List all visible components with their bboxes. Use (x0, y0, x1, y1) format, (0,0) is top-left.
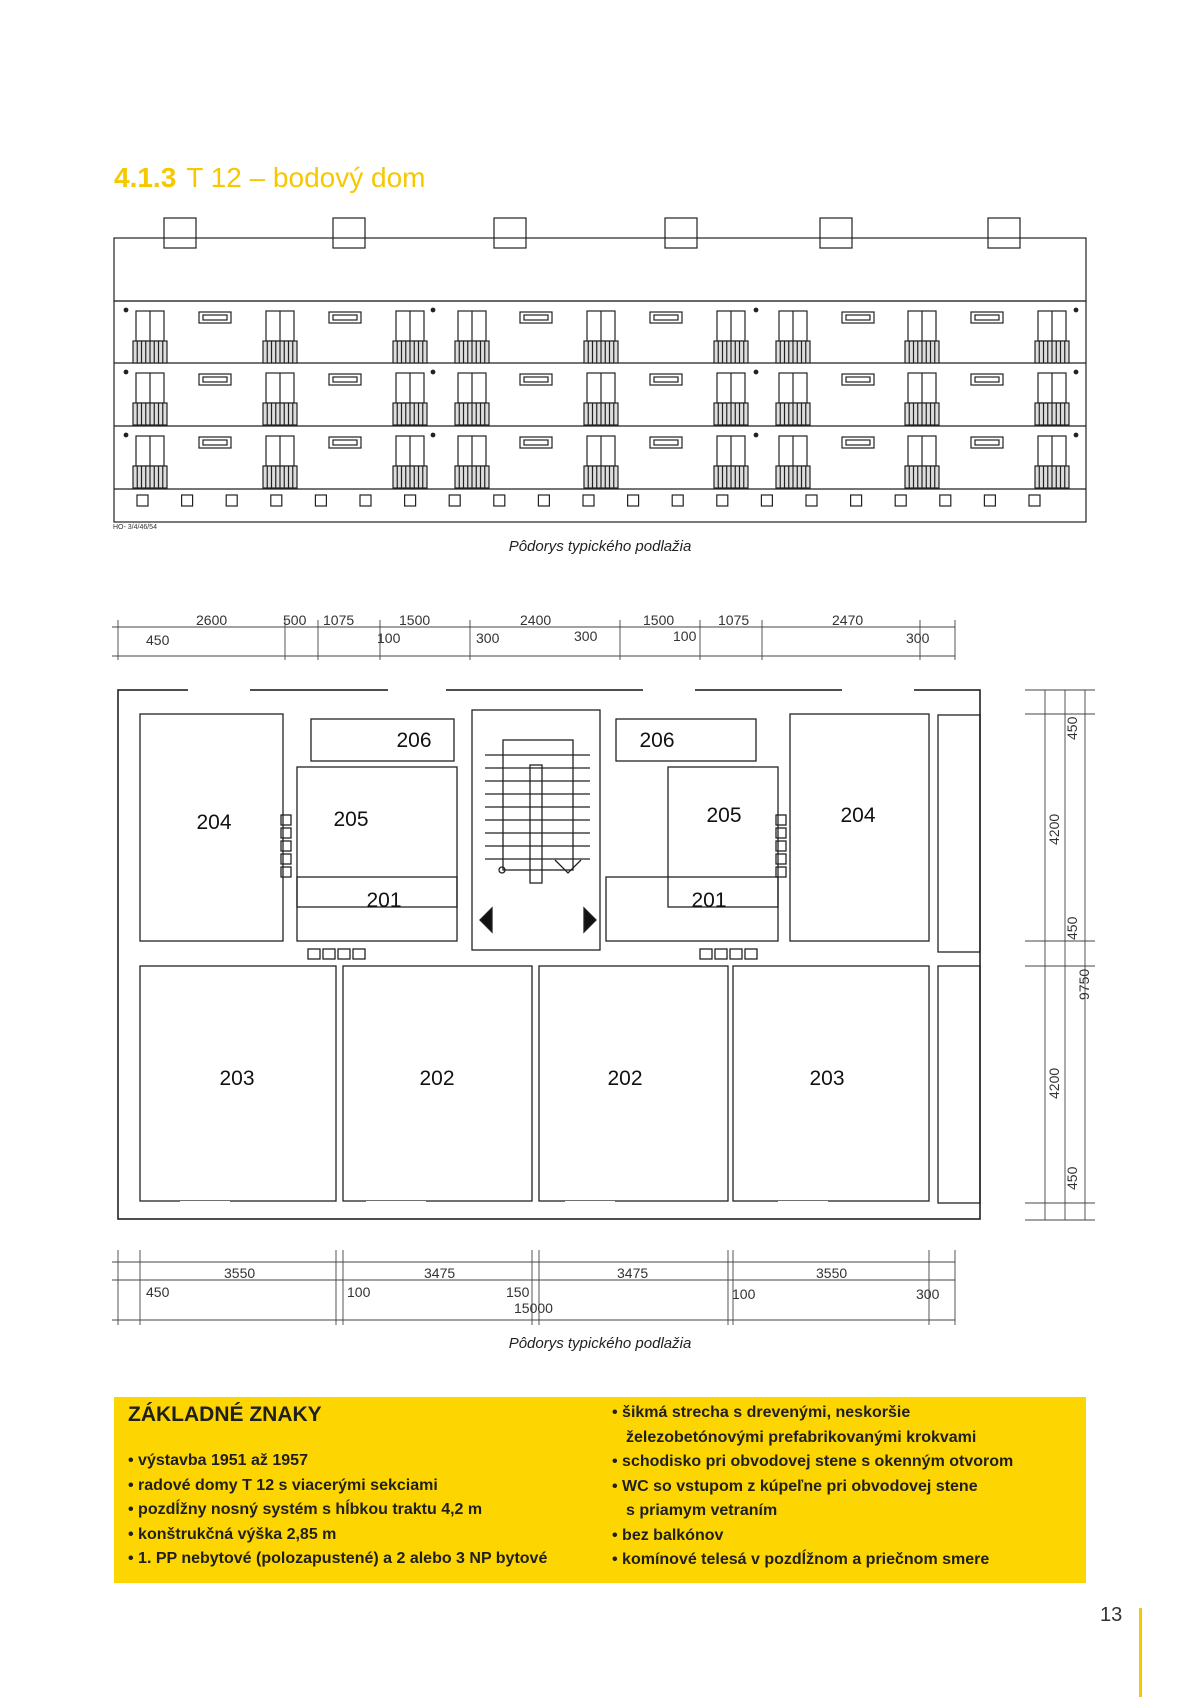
dim-label: 300 (906, 630, 930, 646)
room-205 (668, 767, 778, 907)
room-labels (196, 729, 875, 1090)
room-label: 204 (840, 804, 876, 827)
french-window (905, 436, 939, 488)
french-window (263, 436, 297, 488)
dim-label: 4200 (1046, 813, 1062, 845)
french-window (714, 373, 748, 425)
french-window (133, 373, 167, 425)
dot (754, 370, 758, 374)
dim-label: 3475 (424, 1265, 456, 1281)
window-small (842, 312, 874, 323)
basement-window (1029, 495, 1040, 506)
basement-window (940, 495, 951, 506)
window-small (842, 437, 874, 448)
french-window (1035, 311, 1069, 363)
chimney-flue (700, 949, 712, 959)
plan-caption: Pôdorys typického podlažia (508, 1335, 692, 1352)
basement-window (806, 495, 817, 506)
section-title-text: T 12 – bodový dom (186, 162, 426, 193)
french-window (776, 373, 810, 425)
window-pane (203, 440, 227, 445)
dim-label: 500 (283, 612, 307, 628)
window-small (971, 312, 1003, 323)
feature-item-continued: s priamym vetraním (626, 1502, 778, 1519)
window-small (520, 374, 552, 385)
french-window (714, 311, 748, 363)
basement-window (538, 495, 549, 506)
window-pane (524, 440, 548, 445)
room-label: 206 (639, 729, 675, 752)
chimney (988, 218, 1020, 248)
room-label: 205 (706, 804, 742, 827)
feature-item: • bez balkónov (612, 1526, 724, 1544)
chimney (333, 218, 365, 248)
room-label: 202 (419, 1067, 455, 1090)
basement-window (449, 495, 460, 506)
french-window (133, 311, 167, 363)
feature-item: • 1. PP nebytové (polozapustené) a 2 alebo 3 NP bytové (128, 1550, 548, 1567)
basement-window (761, 495, 772, 506)
french-window (584, 311, 618, 363)
basement-window (405, 495, 416, 506)
basement-window (137, 495, 148, 506)
window-small (329, 437, 361, 448)
chimney-flue (308, 949, 320, 959)
room-206 (311, 719, 454, 761)
chimney-flue (715, 949, 727, 959)
chimney-flue (323, 949, 335, 959)
window-small (329, 312, 361, 323)
window-pane (333, 315, 357, 320)
feature-item-continued: železobetónovými prefabrikovanými krokvami (626, 1428, 977, 1446)
french-window (905, 311, 939, 363)
french-window (263, 373, 297, 425)
feature-item: • schodisko pri obvodovej stene s okenným otvorom (612, 1453, 1014, 1470)
feature-item: • šikmá strecha s drevenými, neskoršie (612, 1404, 911, 1421)
feature-item: • pozdĺžny nosný systém s hĺbkou traktu 4,2 m (128, 1501, 483, 1518)
room-label: 202 (607, 1067, 643, 1090)
french-window (455, 436, 489, 488)
basement-window (226, 495, 237, 506)
window-small (520, 437, 552, 448)
dim-label: 450 (1064, 1166, 1080, 1190)
features-box (114, 1397, 1086, 1583)
dot (431, 370, 435, 374)
window-pane (654, 440, 678, 445)
room-205 (297, 767, 457, 907)
dot (754, 308, 758, 312)
window-small (971, 374, 1003, 385)
dot (124, 370, 128, 374)
room-label: 204 (196, 811, 232, 834)
dim-label: 2470 (832, 612, 864, 628)
dim-label: 3550 (816, 1265, 848, 1281)
french-window (776, 436, 810, 488)
window-pane (333, 377, 357, 382)
chimney (820, 218, 852, 248)
french-window (776, 311, 810, 363)
chimney (494, 218, 526, 248)
basement-window (628, 495, 639, 506)
french-window (584, 373, 618, 425)
feature-item: • radové domy T 12 s viacerými sekciami (128, 1476, 438, 1494)
french-window (263, 311, 297, 363)
chimney-flue (730, 949, 742, 959)
elevation-caption: Pôdorys typického podlažia (508, 538, 692, 555)
dot (431, 308, 435, 312)
features-right-list (612, 1401, 1013, 1573)
room-206 (616, 719, 756, 761)
features-left-list (128, 1449, 547, 1572)
chimney-flue (353, 949, 365, 959)
french-window (133, 436, 167, 488)
stair-arrow (555, 860, 581, 873)
window-pane (203, 315, 227, 320)
basement-window (583, 495, 594, 506)
window-pane (524, 315, 548, 320)
window-small (199, 437, 231, 448)
french-window (393, 436, 427, 488)
basement-window (315, 495, 326, 506)
chimney (164, 218, 196, 248)
dim-label: 1500 (399, 612, 431, 628)
basement-window (494, 495, 505, 506)
french-window (455, 373, 489, 425)
window-pane (846, 377, 870, 382)
room-label: 205 (333, 808, 369, 831)
dim-total-label: 15000 (514, 1300, 553, 1316)
arrow-right-icon (584, 908, 596, 932)
dot (431, 433, 435, 437)
basement-window (182, 495, 193, 506)
dim-label: 300 (916, 1286, 940, 1302)
dim-total-label: 9750 (1076, 968, 1092, 1000)
basement-window (271, 495, 282, 506)
page-number: 13 (1100, 1604, 1123, 1626)
dim-label: 100 (347, 1284, 371, 1300)
dimension-labels (146, 612, 940, 1316)
dim-label: 2600 (196, 612, 228, 628)
elevation-stamp: HO- 3/4/46/54 (113, 524, 157, 531)
french-window (393, 311, 427, 363)
dim-label: 3475 (617, 1265, 649, 1281)
window-pane (975, 377, 999, 382)
feature-item: • konštrukčná výška 2,85 m (128, 1525, 337, 1543)
elevation-drawing (114, 218, 1086, 522)
basement-window (672, 495, 683, 506)
arrow-left-icon (480, 908, 492, 932)
outer-wall (118, 690, 980, 1219)
window-small (329, 374, 361, 385)
window-small (650, 312, 682, 323)
chimney (665, 218, 697, 248)
dot (1074, 370, 1078, 374)
dim-label: 150 (506, 1284, 530, 1300)
stair-stringer (530, 765, 542, 883)
room-label: 203 (219, 1067, 255, 1090)
side-wall (938, 966, 980, 1203)
dim-label: 450 (146, 1284, 170, 1300)
window-small (650, 437, 682, 448)
room-204 (790, 714, 929, 941)
room-label: 206 (396, 729, 432, 752)
dot (754, 433, 758, 437)
dim-label: 300 (574, 628, 598, 644)
chimney-flue (745, 949, 757, 959)
window-pane (846, 440, 870, 445)
window-pane (846, 315, 870, 320)
features-heading: ZÁKLADNÉ ZNAKY (128, 1403, 322, 1426)
roof-band (114, 238, 1086, 301)
staircase (472, 710, 600, 950)
french-window (455, 311, 489, 363)
side-wall (938, 715, 980, 952)
window-pane (975, 315, 999, 320)
window-pane (975, 440, 999, 445)
window-small (842, 374, 874, 385)
room-label: 201 (691, 889, 727, 912)
dim-label: 1500 (643, 612, 675, 628)
dim-label: 450 (146, 632, 170, 648)
window-small (199, 312, 231, 323)
room-label: 201 (366, 889, 402, 912)
window-small (199, 374, 231, 385)
window-pane (524, 377, 548, 382)
french-window (584, 436, 618, 488)
dot (124, 308, 128, 312)
dim-label: 1075 (718, 612, 750, 628)
basement-window (895, 495, 906, 506)
window-pane (654, 315, 678, 320)
dim-label: 1075 (323, 612, 355, 628)
room-label: 203 (809, 1067, 845, 1090)
dot (1074, 308, 1078, 312)
french-window (1035, 436, 1069, 488)
dim-label: 100 (673, 628, 697, 644)
french-window (1035, 373, 1069, 425)
dim-label: 300 (476, 630, 500, 646)
dim-label: 100 (377, 630, 401, 646)
french-window (905, 373, 939, 425)
basement-window (984, 495, 995, 506)
feature-item: • výstavba 1951 až 1957 (128, 1452, 308, 1469)
dim-label: 450 (1064, 916, 1080, 940)
french-window (714, 436, 748, 488)
basement-window (717, 495, 728, 506)
chimney-flue (338, 949, 350, 959)
dot (1074, 433, 1078, 437)
feature-item: • WC so vstupom z kúpeľne pri obvodovej stene (612, 1477, 978, 1495)
dim-label: 2400 (520, 612, 552, 628)
section-number: 4.1.3 (114, 162, 177, 193)
dot (124, 433, 128, 437)
window-pane (333, 440, 357, 445)
dim-label: 450 (1064, 716, 1080, 740)
page-accent-bar (1139, 1608, 1142, 1697)
feature-item: • komínové telesá v pozdĺžnom a priečnom smere (612, 1551, 990, 1568)
dim-label: 4200 (1046, 1067, 1062, 1099)
dim-label: 100 (732, 1286, 756, 1302)
window-small (971, 437, 1003, 448)
window-pane (203, 377, 227, 382)
basement-window (360, 495, 371, 506)
french-window (393, 373, 427, 425)
stair-well (503, 740, 573, 870)
window-small (520, 312, 552, 323)
window-pane (654, 377, 678, 382)
dim-label: 3550 (224, 1265, 256, 1281)
basement-window (851, 495, 862, 506)
window-small (650, 374, 682, 385)
floor-plan-drawing (118, 690, 980, 1219)
